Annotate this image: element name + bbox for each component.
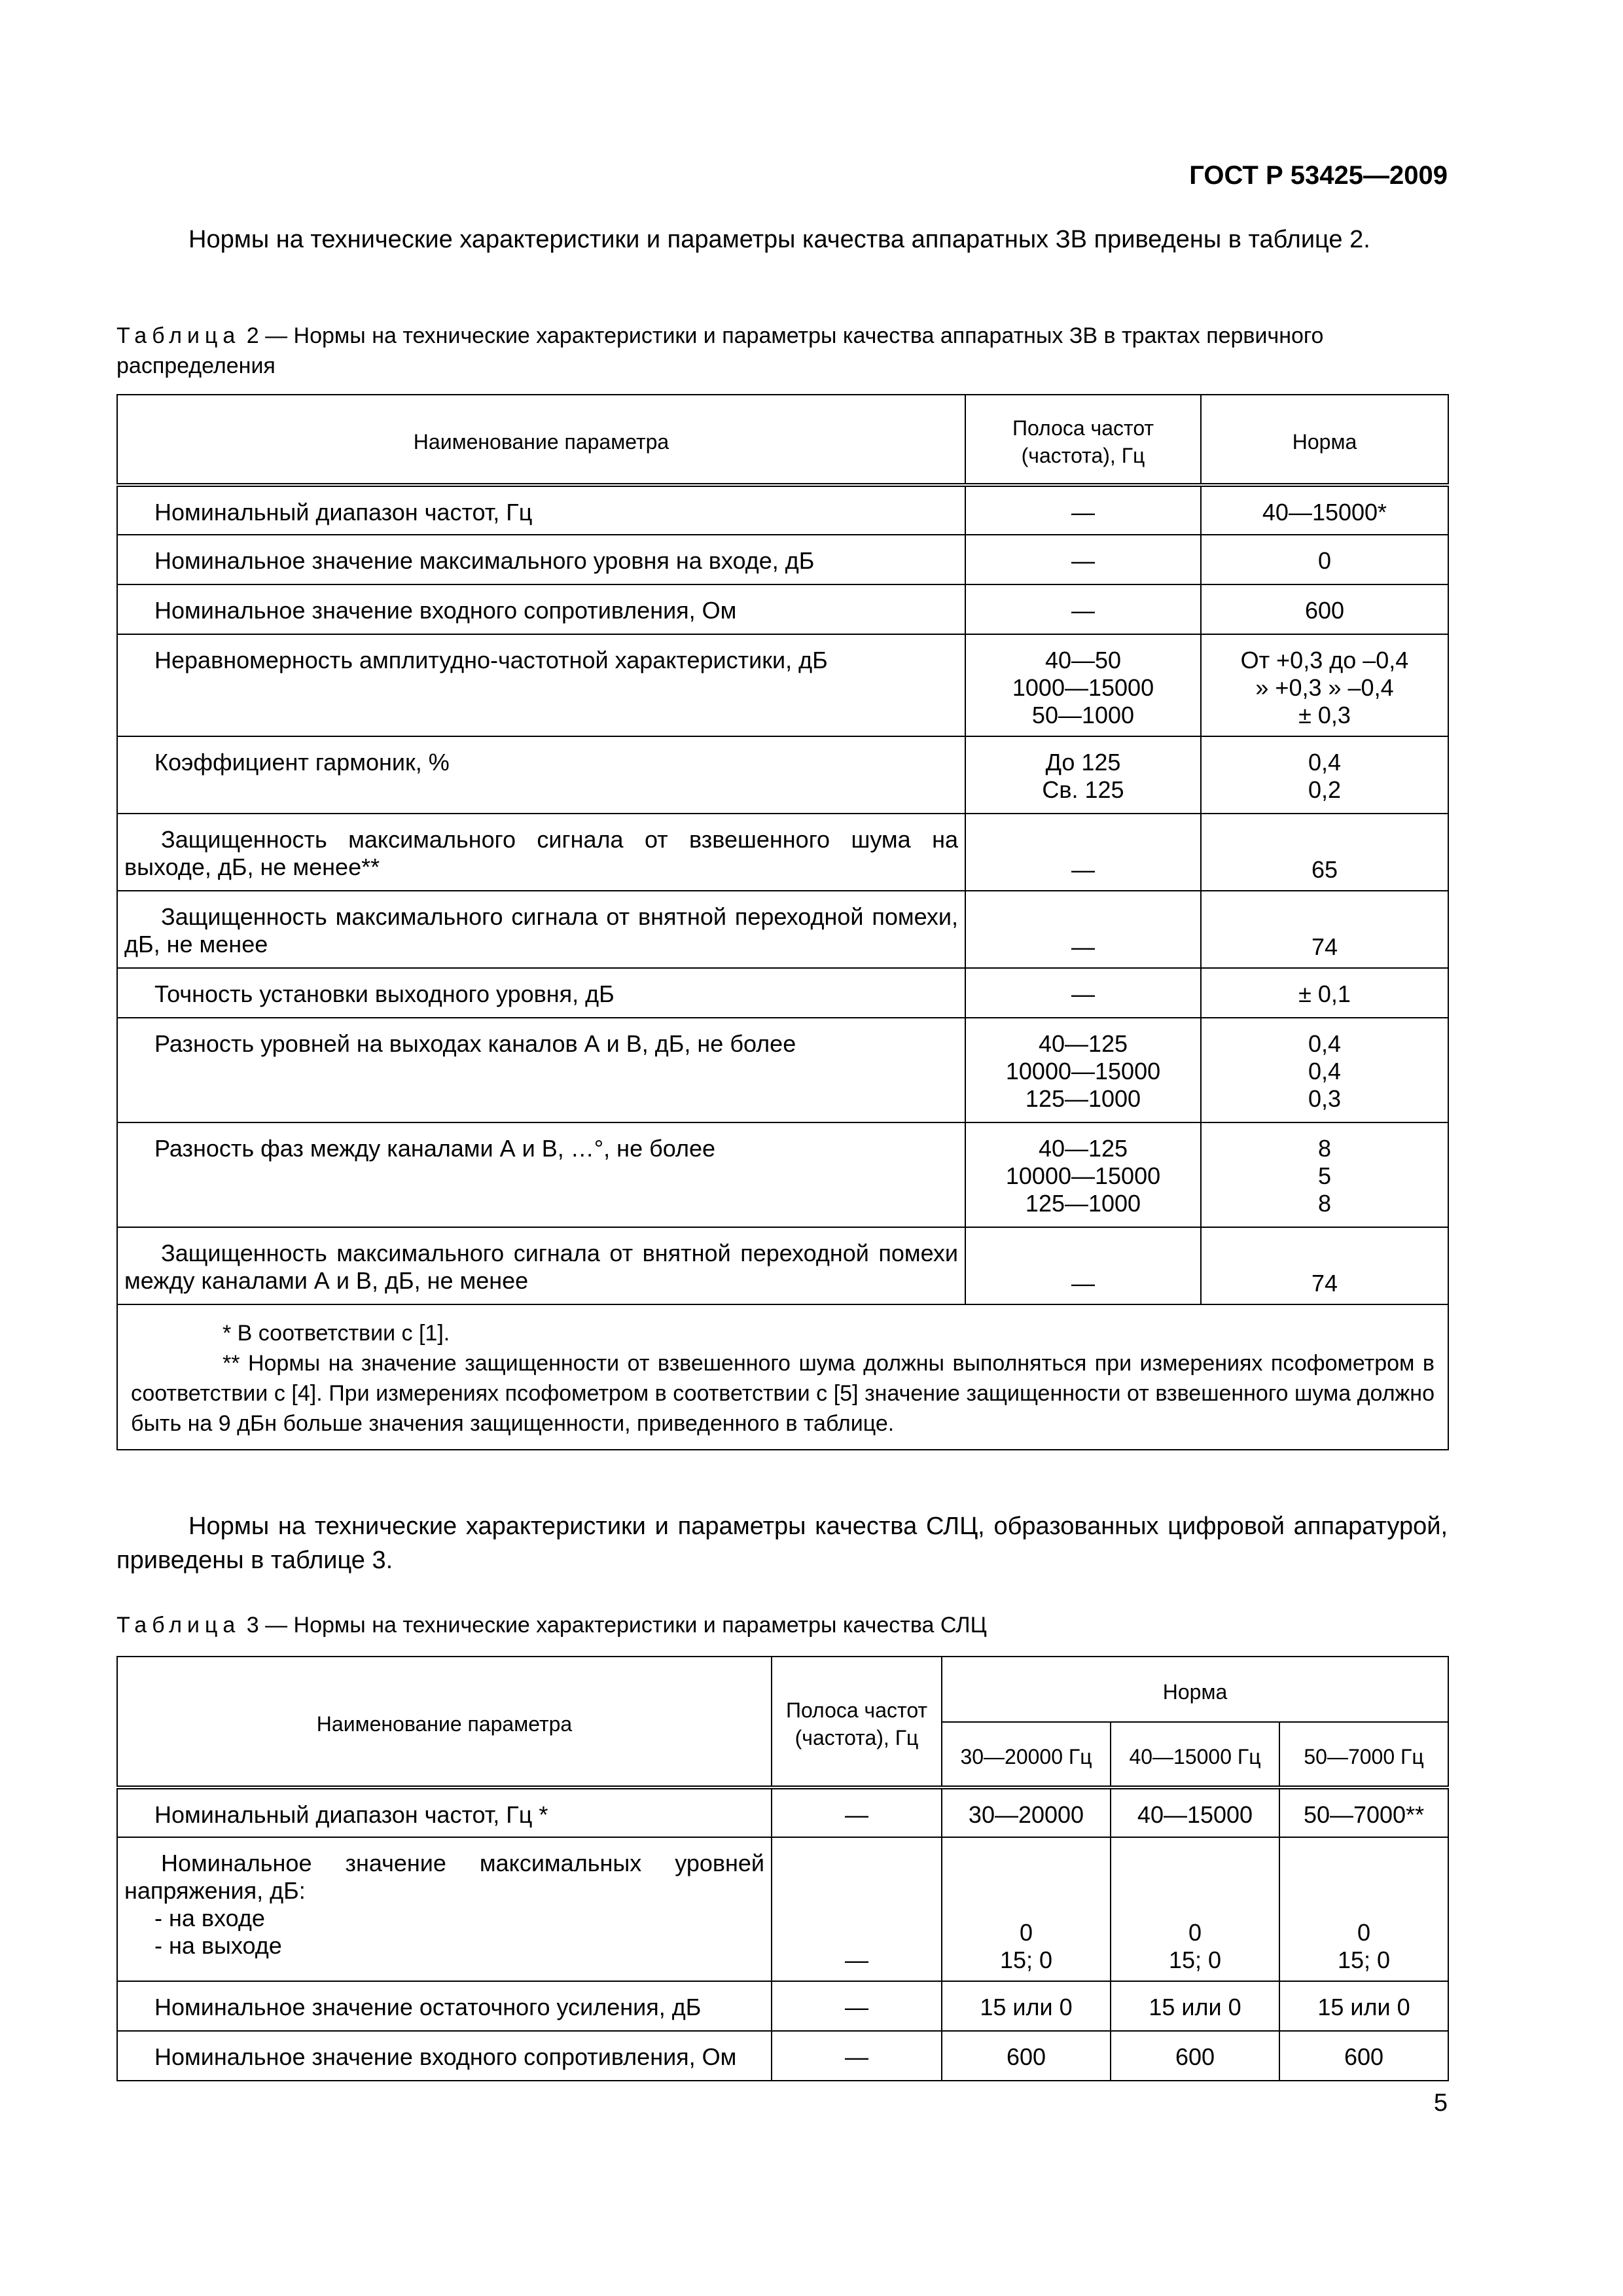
table-2-header-row <box>117 395 1448 485</box>
table-3-header-band: Полоса частот (частота), Гц <box>772 1657 942 1787</box>
param-name-cell: Коэффициент гармоник, % <box>117 736 965 814</box>
table-row <box>117 584 1448 634</box>
param-name-cell: Защищенность максимального сигнала от взвешенного шума на выходе, дБ, не менее** <box>117 814 965 891</box>
param-name: Номинальное значение максимальных уровней напряжения, дБ: <box>124 1850 764 1904</box>
table-3-header-norm-col-1: 30—20000 Гц <box>942 1722 1111 1787</box>
norm-cell: 600 <box>1279 2031 1448 2081</box>
table-2-caption <box>116 321 1448 381</box>
table-row <box>117 634 1448 736</box>
norm-cell: 8 5 8 <box>1201 1122 1448 1227</box>
norm-cell: От +0,3 до –0,4 » +0,3 » –0,4 ± 0,3 <box>1201 634 1448 736</box>
band-cell: — <box>965 814 1201 891</box>
param-name-cell: Неравномерность амплитудно-частотной характеристики, дБ <box>117 634 965 736</box>
param-name-cell: Защищенность максимального сигнала от внятной переходной помехи, дБ, не менее <box>117 891 965 968</box>
param-name-cell: Номинальный диапазон частот, Гц <box>117 485 965 535</box>
table-3 <box>116 1656 1449 2081</box>
table-2-note-1: * В соответствии с [1]. <box>223 1321 450 1346</box>
norm-cell: 0,4 0,4 0,3 <box>1201 1018 1448 1122</box>
norm-cell: 65 <box>1201 814 1448 891</box>
param-name: Номинальное значение остаточного усиления, дБ <box>154 1994 702 2020</box>
table-3-header-norm: Норма <box>942 1657 1448 1722</box>
param-name-cell <box>117 1787 772 1837</box>
norm-cell: 15 или 0 <box>1111 1981 1279 2031</box>
norm-cell: 0 15; 0 <box>1279 1837 1448 1981</box>
norm-cell: 0 15; 0 <box>1111 1837 1279 1981</box>
norm-cell: 15 или 0 <box>1279 1981 1448 2031</box>
norm-cell: 15 или 0 <box>942 1981 1111 2031</box>
norm-cell: 600 <box>942 2031 1111 2081</box>
intro-paragraph-table-2: Нормы на технические характеристики и параметры качества аппаратных ЗВ приведены в таблице 2. <box>188 226 1370 253</box>
band-cell: — <box>772 2031 942 2081</box>
norm-cell: 74 <box>1201 1227 1448 1304</box>
norm-cell: 0,4 0,2 <box>1201 736 1448 814</box>
table-row <box>117 1227 1448 1304</box>
table-2-caption-text: 2 — Нормы на технические характеристики и параметры качества аппаратных ЗВ в трактах первичного распределения <box>116 323 1324 378</box>
band-cell: — <box>772 1837 942 1981</box>
page-number: 5 <box>1433 2089 1448 2117</box>
param-name-cell: Разность уровней на выходах каналов А и В, дБ, не более <box>117 1018 965 1122</box>
table-3-header-name: Наименование параметра <box>117 1657 772 1787</box>
param-name-cell: Номинальное значение входного сопротивления, Ом <box>117 584 965 634</box>
param-name-cell: Номинальное значение максимального уровня на входе, дБ <box>117 535 965 584</box>
table-row <box>117 736 1448 814</box>
band-cell: — <box>965 584 1201 634</box>
param-name-cell <box>117 1837 772 1981</box>
norm-cell: 600 <box>1111 2031 1279 2081</box>
norm-cell: 40—15000 <box>1111 1787 1279 1837</box>
param-sub-item: - на входе <box>154 1905 265 1931</box>
band-cell: — <box>772 1787 942 1837</box>
param-sub-item: - на выходе <box>154 1932 282 1959</box>
document-code: ГОСТ Р 53425—2009 <box>1189 161 1448 190</box>
table-3-body <box>117 1787 1448 2081</box>
table-2-header-name: Наименование параметра <box>117 395 965 485</box>
norm-cell: 50—7000** <box>1279 1787 1448 1837</box>
norm-cell: 0 15; 0 <box>942 1837 1111 1981</box>
band-cell: 40—50 1000—15000 50—1000 <box>965 634 1201 736</box>
norm-cell: ± 0,1 <box>1201 968 1448 1018</box>
table-3-header-norm-col-3: 50—7000 Гц <box>1279 1722 1448 1787</box>
param-name-cell: Защищенность максимального сигнала от внятной переходной помехи между каналами А и В, дБ, не менее <box>117 1227 965 1304</box>
band-cell: — <box>965 485 1201 535</box>
table-3-caption <box>116 1610 1448 1640</box>
table-row <box>117 2031 1448 2081</box>
norm-cell: 74 <box>1201 891 1448 968</box>
param-name-cell: Разность фаз между каналами А и В, …°, не более <box>117 1122 965 1227</box>
table-2-caption-label: Таблица <box>116 323 241 348</box>
table-2-header-norm: Норма <box>1201 395 1448 485</box>
table-2-note-2: ** Нормы на значение защищенности от взвешенного шума должны выполняться при измерениях псофометром в соответствии с [4]. При измерениях псофометром в соответствии с [5] значение защищенности от взвешенного шума должно быть на 9 дБн больше значения защищенности, приведенного в таблице. <box>131 1351 1435 1436</box>
band-cell: — <box>772 1981 942 2031</box>
table-row <box>117 1018 1448 1122</box>
table-row <box>117 1122 1448 1227</box>
band-cell: 40—125 10000—15000 125—1000 <box>965 1122 1201 1227</box>
table-2-body <box>117 485 1448 1304</box>
norm-cell: 0 <box>1201 535 1448 584</box>
table-2-notes <box>117 1304 1448 1450</box>
intro-paragraph-table-3: Нормы на технические характеристики и параметры качества СЛЦ, образованных цифровой аппаратурой, приведены в таблице 3. <box>116 1513 1448 1574</box>
table-2-notes-row <box>117 1304 1448 1450</box>
band-cell: До 125 Св. 125 <box>965 736 1201 814</box>
param-name: Номинальный диапазон частот, Гц * <box>154 1801 548 1828</box>
table-row <box>117 968 1448 1018</box>
table-3-header-norm-col-2: 40—15000 Гц <box>1111 1722 1279 1787</box>
table-3-caption-text: 3 — Нормы на технические характеристики и параметры качества СЛЦ <box>240 1613 987 1638</box>
band-cell: — <box>965 891 1201 968</box>
table-row <box>117 1837 1448 1981</box>
param-name-cell: Точность установки выходного уровня, дБ <box>117 968 965 1018</box>
table-2 <box>116 394 1449 1450</box>
table-2-header-band: Полоса частот (частота), Гц <box>965 395 1201 485</box>
param-name-cell <box>117 2031 772 2081</box>
table-row <box>117 891 1448 968</box>
param-name: Номинальное значение входного сопротивления, Ом <box>154 2043 737 2070</box>
table-row <box>117 1981 1448 2031</box>
band-cell: — <box>965 535 1201 584</box>
norm-cell: 30—20000 <box>942 1787 1111 1837</box>
band-cell: — <box>965 1227 1201 1304</box>
param-name-cell <box>117 1981 772 2031</box>
table-row <box>117 1787 1448 1837</box>
norm-cell: 600 <box>1201 584 1448 634</box>
table-row <box>117 814 1448 891</box>
table-3-caption-label: Таблица <box>116 1613 241 1638</box>
table-row <box>117 485 1448 535</box>
norm-cell: 40—15000* <box>1201 485 1448 535</box>
table-row <box>117 535 1448 584</box>
band-cell: 40—125 10000—15000 125—1000 <box>965 1018 1201 1122</box>
table-3-header-row-1 <box>117 1657 1448 1722</box>
band-cell: — <box>965 968 1201 1018</box>
